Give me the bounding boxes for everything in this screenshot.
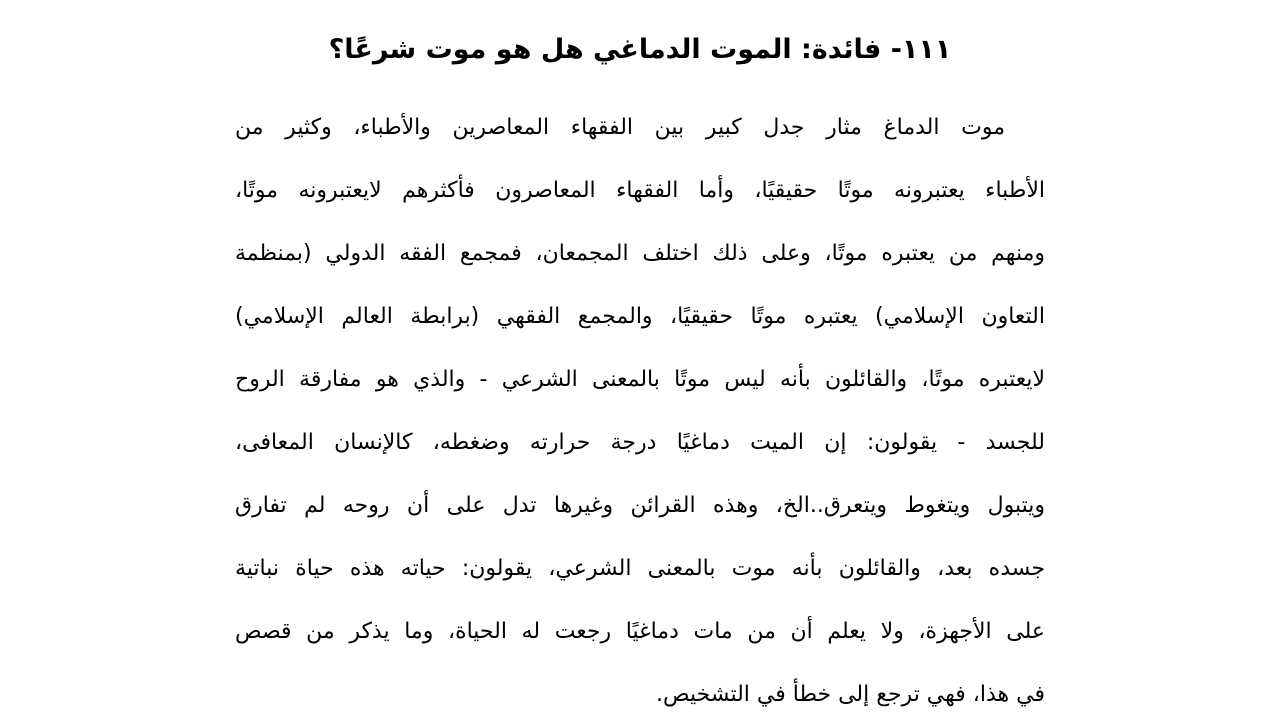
paragraph-line: ومنهم من يعتبره موتًا، وعلى ذلك اختلف المجمعان، فمجمع الفقه الدولي (بمنظمة [235, 241, 1045, 266]
paragraph-line: التعاون الإسلامي) يعتبره موتًا حقيقيًا، والمجمع الفقهي (برابطة العالم الإسلامي) [235, 304, 1045, 329]
paragraph-line: الأطباء يعتبرونه موتًا حقيقيًا، وأما الفقهاء المعاصرون فأكثرهم لايعتبرونه موتًا، [235, 178, 1045, 203]
paragraph-line: موت الدماغ مثار جدل كبير بين الفقهاء المعاصرين والأطباء، وكثير من [235, 115, 1005, 140]
section-heading: ١١١- فائدة: الموت الدماغي هل هو موت شرعًا؟ [328, 34, 952, 65]
paragraph-line: جسده بعد، والقائلون بأنه موت بالمعنى الشرعي، يقولون: حياته هذه حياة نباتية [235, 556, 1045, 581]
paragraph-line: لايعتبره موتًا، والقائلون بأنه ليس موتًا بالمعنى الشرعي - والذي هو مفارقة الروح [235, 367, 1045, 392]
body-paragraph [235, 96, 1045, 720]
paragraph-line: على الأجهزة، ولا يعلم أن من مات دماغيًا رجعت له الحياة، وما يذكر من قصص [235, 619, 1045, 644]
paragraph-line: في هذا، فهي ترجع إلى خطأ في التشخيص. [656, 682, 1045, 707]
paragraph-line: ويتبول ويتغوط ويتعرق..الخ، وهذه القرائن وغيرها تدل على أن روحه لم تفارق [235, 493, 1045, 518]
paragraph-line: للجسد - يقولون: إن الميت دماغيًا درجة حرارته وضغطه، كالإنسان المعافى، [235, 430, 1045, 455]
